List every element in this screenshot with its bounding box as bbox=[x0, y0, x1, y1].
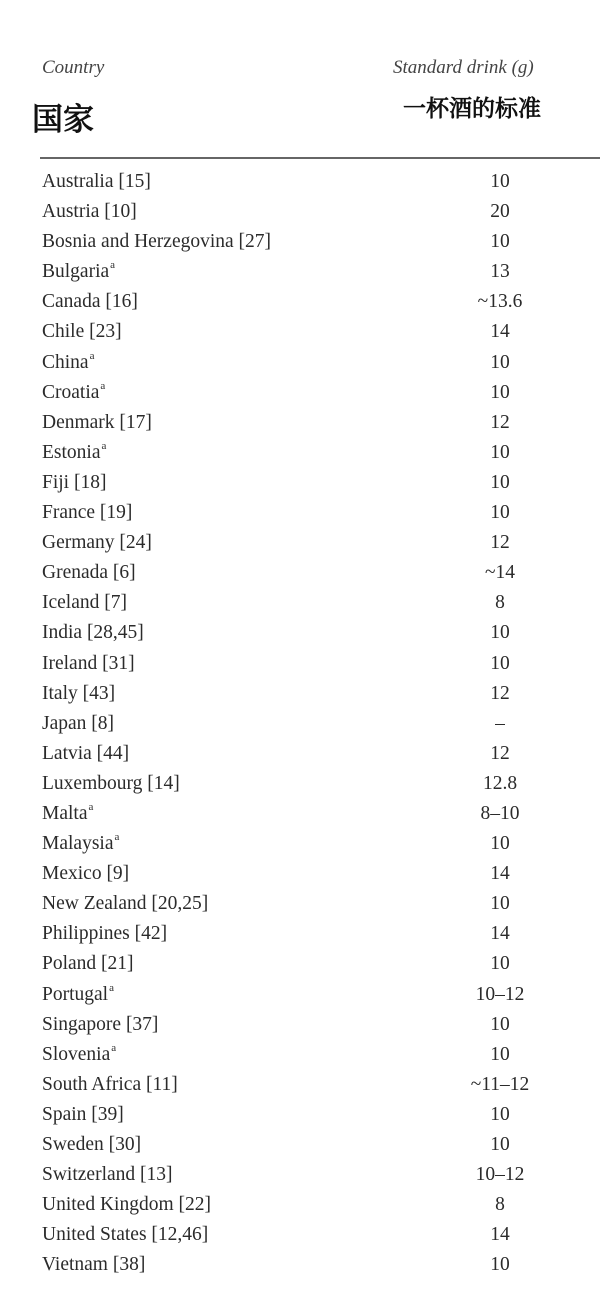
country-name: Mexico [9] bbox=[42, 863, 130, 885]
country-name: Iceland [7] bbox=[42, 592, 127, 614]
table-header bbox=[0, 0, 600, 160]
country-cell bbox=[42, 532, 152, 554]
standard-drink-cell: 14 bbox=[490, 923, 510, 945]
country-cell bbox=[42, 833, 119, 855]
country-name: Latvia [44] bbox=[42, 742, 130, 764]
standard-drink-cell: 10 bbox=[490, 652, 510, 674]
standard-drink-cell: 10–12 bbox=[475, 1164, 525, 1186]
country-column-header-chinese: 国家 bbox=[32, 102, 94, 138]
table-row bbox=[0, 1251, 600, 1281]
country-name: Switzerland [13] bbox=[42, 1164, 173, 1186]
standard-drink-cell: – bbox=[495, 712, 505, 734]
standard-drink-cell: ~13.6 bbox=[477, 291, 523, 313]
table-row bbox=[0, 318, 600, 348]
country-name: Italy [43] bbox=[42, 682, 116, 704]
country-name: Ireland [31] bbox=[42, 652, 135, 674]
country-name: Australia [15] bbox=[42, 171, 151, 192]
footnote-marker: a bbox=[89, 349, 95, 362]
footnote-marker: a bbox=[110, 259, 116, 272]
footnote-marker: a bbox=[109, 981, 114, 994]
country-name: Spain [39] bbox=[42, 1103, 124, 1125]
standard-drink-cell: 10 bbox=[490, 441, 510, 463]
table-row bbox=[0, 198, 600, 228]
table-row bbox=[0, 860, 600, 890]
table-row bbox=[0, 1191, 600, 1221]
country-cell bbox=[42, 1041, 117, 1066]
country-name: Bosnia and Herzegovina [27] bbox=[42, 231, 272, 253]
country-cell bbox=[42, 1104, 124, 1126]
standard-drink-cell: 10 bbox=[490, 1254, 510, 1276]
country-cell bbox=[42, 1074, 178, 1096]
country-name: Slovenia bbox=[42, 1043, 111, 1065]
standard-drink-cell: 10 bbox=[490, 1103, 510, 1125]
table-row bbox=[0, 439, 600, 469]
country-cell bbox=[42, 743, 129, 765]
country-cell bbox=[42, 953, 134, 975]
table-row bbox=[0, 469, 600, 499]
standard-drink-cell: 10 bbox=[490, 1013, 510, 1035]
country-cell bbox=[42, 349, 95, 374]
standard-drink-cell: 10 bbox=[490, 1043, 510, 1065]
country-name: India [28,45] bbox=[42, 622, 144, 644]
header-divider bbox=[40, 157, 600, 159]
table-row bbox=[0, 920, 600, 950]
standard-drink-cell: 10 bbox=[490, 471, 510, 493]
country-cell bbox=[42, 502, 132, 524]
table-row bbox=[0, 228, 600, 258]
country-name: Denmark [17] bbox=[42, 411, 152, 433]
table-row bbox=[0, 499, 600, 529]
standard-drink-cell: 10 bbox=[490, 1134, 510, 1155]
country-name: South Africa [11] bbox=[42, 1073, 178, 1095]
country-name: Austria [10] bbox=[42, 201, 137, 223]
country-name: Sweden [30] bbox=[42, 1134, 142, 1155]
table-row bbox=[0, 1011, 600, 1041]
country-name: Croatia bbox=[42, 381, 100, 403]
standard-drink-cell: 14 bbox=[490, 321, 510, 343]
country-name: Portugal bbox=[42, 983, 109, 1005]
country-name: Chile [23] bbox=[42, 321, 122, 343]
country-cell bbox=[42, 863, 129, 885]
table-row bbox=[0, 1221, 600, 1251]
table-row bbox=[0, 619, 600, 649]
country-name: Philippines [42] bbox=[42, 923, 168, 945]
country-name: United Kingdom [22] bbox=[42, 1194, 211, 1216]
country-cell bbox=[42, 231, 271, 253]
country-cell bbox=[42, 683, 115, 705]
table-row bbox=[0, 740, 600, 770]
table-row bbox=[0, 800, 600, 830]
country-cell bbox=[42, 321, 122, 343]
country-cell bbox=[42, 412, 152, 434]
country-cell bbox=[42, 201, 137, 223]
table-row bbox=[0, 1131, 600, 1161]
country-cell bbox=[42, 472, 106, 494]
country-name: Vietnam [38] bbox=[42, 1254, 146, 1276]
country-cell bbox=[42, 592, 127, 614]
standard-drink-cell: 10 bbox=[490, 893, 510, 915]
country-cell bbox=[42, 773, 180, 795]
table-row bbox=[0, 349, 600, 379]
table-row bbox=[0, 650, 600, 680]
standard-drink-cell: 10 bbox=[490, 381, 510, 403]
table-row bbox=[0, 379, 600, 409]
standard-drink-cell: 10 bbox=[490, 833, 510, 855]
country-name: Japan [8] bbox=[42, 712, 115, 734]
standard-drink-cell: 12.8 bbox=[482, 772, 518, 794]
standard-drink-cell: 10 bbox=[490, 622, 510, 644]
country-name: Canada [16] bbox=[42, 291, 138, 313]
country-cell bbox=[42, 622, 144, 644]
table-row bbox=[0, 890, 600, 920]
country-cell bbox=[42, 1164, 173, 1186]
country-name: Luxembourg [14] bbox=[42, 772, 180, 794]
country-name: Poland [21] bbox=[42, 953, 134, 975]
table-row bbox=[0, 258, 600, 288]
table-row bbox=[0, 680, 600, 710]
table-row bbox=[0, 168, 600, 198]
country-column-header: Country bbox=[42, 57, 105, 78]
country-cell bbox=[42, 439, 107, 464]
footnote-marker: a bbox=[114, 831, 120, 844]
country-cell bbox=[42, 171, 151, 193]
table-row bbox=[0, 1041, 600, 1071]
standard-drink-cell: 12 bbox=[490, 411, 510, 433]
country-cell bbox=[42, 1194, 211, 1216]
country-cell bbox=[42, 261, 115, 283]
footnote-marker: a bbox=[100, 379, 106, 392]
standard-drink-cell: ~14 bbox=[484, 562, 516, 584]
standard-drink-cell: 13 bbox=[490, 261, 510, 283]
table-row bbox=[0, 710, 600, 740]
standard-drink-column-header: Standard drink (g) bbox=[393, 57, 534, 78]
country-name: Malaysia bbox=[42, 833, 114, 855]
country-name: Malta bbox=[42, 802, 88, 824]
table-row bbox=[0, 1101, 600, 1131]
table-row bbox=[0, 950, 600, 980]
standard-drink-cell: 12 bbox=[490, 682, 510, 704]
standard-drink-cell: 10 bbox=[490, 351, 510, 373]
country-cell bbox=[42, 1254, 145, 1276]
standard-drink-cell: 8 bbox=[495, 1194, 505, 1216]
standard-drink-cell: 12 bbox=[490, 742, 510, 764]
country-cell bbox=[42, 1134, 141, 1156]
table-row bbox=[0, 529, 600, 559]
footnote-marker: a bbox=[88, 800, 94, 813]
standard-drink-cell: ~11–12 bbox=[470, 1073, 530, 1095]
standard-drink-column-header-chinese: 一杯酒的标准 bbox=[403, 96, 541, 122]
country-cell bbox=[42, 893, 208, 915]
country-name: Germany [24] bbox=[42, 532, 152, 554]
standard-drink-cell: 14 bbox=[490, 863, 510, 885]
standard-drink-cell: 12 bbox=[490, 532, 510, 554]
table-body bbox=[0, 168, 600, 1281]
standard-drink-cell: 10 bbox=[490, 502, 510, 524]
footnote-marker: a bbox=[111, 1041, 117, 1054]
country-name: Grenada [6] bbox=[42, 562, 136, 584]
table-row bbox=[0, 559, 600, 589]
country-cell bbox=[42, 291, 138, 313]
country-cell bbox=[42, 1014, 158, 1036]
country-name: Bulgaria bbox=[42, 261, 110, 283]
country-cell bbox=[42, 923, 167, 945]
table-row bbox=[0, 288, 600, 318]
table-row bbox=[0, 981, 600, 1011]
table-row bbox=[0, 409, 600, 439]
standard-drink-cell: 10 bbox=[490, 231, 510, 253]
standard-drink-cell: 8 bbox=[495, 592, 505, 614]
country-cell bbox=[42, 562, 136, 584]
standard-drink-cell: 14 bbox=[490, 1224, 510, 1246]
country-cell bbox=[42, 653, 135, 675]
country-cell bbox=[42, 713, 114, 735]
footnote-marker: a bbox=[101, 439, 107, 452]
standard-drink-cell: 8–10 bbox=[480, 802, 520, 824]
country-name: France [19] bbox=[42, 502, 133, 524]
table-row bbox=[0, 770, 600, 800]
country-cell bbox=[42, 379, 106, 404]
country-name: Estonia bbox=[42, 441, 101, 463]
country-name: United States [12,46] bbox=[42, 1224, 209, 1246]
table-row bbox=[0, 1071, 600, 1101]
standard-drink-cell: 20 bbox=[490, 201, 510, 223]
table-row bbox=[0, 1161, 600, 1191]
table-row bbox=[0, 830, 600, 860]
country-cell bbox=[42, 981, 114, 1006]
standard-drink-cell: 10 bbox=[490, 953, 510, 975]
country-name: China bbox=[42, 351, 89, 373]
country-name: New Zealand [20,25] bbox=[42, 893, 209, 915]
country-name: Singapore [37] bbox=[42, 1013, 159, 1035]
country-cell bbox=[42, 1224, 208, 1246]
standard-drink-cell: 10 bbox=[490, 171, 510, 192]
country-name: Fiji [18] bbox=[42, 471, 107, 493]
table-row bbox=[0, 589, 600, 619]
country-cell bbox=[42, 800, 94, 825]
standard-drink-cell: 10–12 bbox=[475, 983, 525, 1005]
